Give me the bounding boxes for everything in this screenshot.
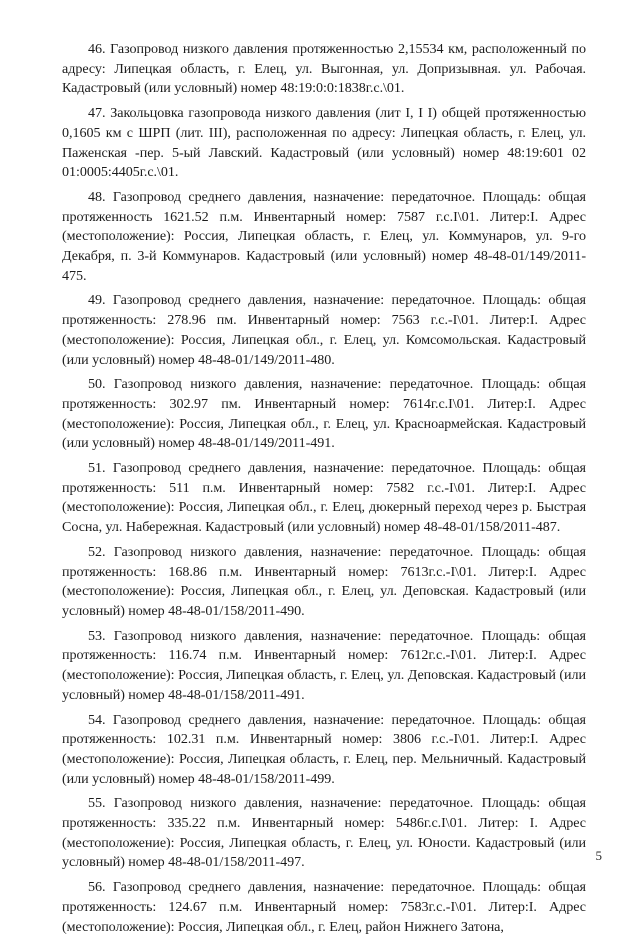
- page-number: 5: [595, 848, 602, 863]
- paragraph-item-46: 46. Газопровод низкого давления протяженностью 2,15534 км, расположенный по адресу: Липецкая область, г. Елец, ул. Выгонная, ул. Допризывная. ул. Рабочая. Кадастровый (или условный) номер 48:19:0:0:1838г.с.\01.: [62, 41, 586, 97]
- paragraph-item-48: 48. Газопровод среднего давления, назначение: передаточное. Площадь: общая протяженность 1621.52 п.м. Инвентарный номер: 7587 г.с.I\01. Литер:I. Адрес (местоположение): Россия, Липецкая область, г. Елец, ул. Коммунаров, ул. 9-го Декабря, п. 3-й Коммунаров. Кадастровый (или условный) номер 48-48-01/149/2011-475.: [62, 188, 586, 284]
- paragraph-item-53: 53. Газопровод низкого давления, назначение: передаточное. Площадь: общая протяженность: 116.74 п.м. Инвентарный номер: 7612г.с.-I\01. Литер:I. Адрес (местоположение): Россия, Липецкая область, г. Елец, ул. Деповская. Кадастровый (или условный) номер 48-48-01/158/2011-491.: [62, 627, 586, 703]
- paragraph-item-47: 47. Закольцовка газопровода низкого давления (лит I, I I) общей протяженностью 0,1605 км с ШРП (лит. III), расположенная по адресу: Липецкая область, г. Елец, ул. Паженская -пер. 5-ый Лавский. Кадастровый (или условный) номер 48:19:601 02 01:0005:4405г.с.\01.: [62, 105, 586, 181]
- paragraph-item-49: 49. Газопровод среднего давления, назначение: передаточное. Площадь: общая протяженность: 278.96 пм. Инвентарный номер: 7563 г.с.-I\01. Литер:I. Адрес (местоположение): Россия, Липецкая обл., г. Елец, ул. Комсомольская. Кадастровый (или условный) номер 48-48-01/149/2011-480.: [62, 292, 586, 368]
- document-page: [62, 40, 586, 942]
- paragraph-item-50: 50. Газопровод низкого давления, назначение: передаточное. Площадь: общая протяженность: 302.97 пм. Инвентарный номер: 7614г.с.I\01. Литер:I. Адрес (местоположение): Россия, Липецкая обл., г. Елец, ул. Красноармейская. Кадастровый (или условный) номер 48-48-01/149/2011-491.: [62, 376, 586, 452]
- paragraph-item-56: 56. Газопровод среднего давления, назначение: передаточное. Площадь: общая протяженность: 124.67 п.м. Инвентарный номер: 7583г.с.-I\01. Литер:I. Адрес (местоположение): Россия, Липецкая обл., г. Елец, район Нижнего Затона,: [62, 879, 586, 935]
- paragraph-item-51: 51. Газопровод среднего давления, назначение: передаточное. Площадь: общая протяженность: 511 п.м. Инвентарный номер: 7582 г.с.-I\01. Литер:I. Адрес (местоположение): Россия, Липецкая обл., г. Елец, дюкерный переход через р. Быстрая Сосна, ул. Набережная. Кадастровый (или условный) номер 48-48-01/158/2011-487.: [62, 460, 586, 536]
- paragraph-item-52: 52. Газопровод низкого давления, назначение: передаточное. Площадь: общая протяженность: 168.86 п.м. Инвентарный номер: 7613г.с.-I\01. Литер:I. Адрес (местоположение): Россия, Липецкая обл., г. Елец, ул. Деповская. Кадастровый (или условный) номер 48-48-01/158/2011-490.: [62, 543, 586, 619]
- paragraph-item-54: 54. Газопровод среднего давления, назначение: передаточное. Площадь: общая протяженность: 102.31 п.м. Инвентарный номер: 3806 г.с.-I\01. Литер:I. Адрес (местоположение): Россия, Липецкая область, г. Елец, пер. Мельничный. Кадастровый (или условный) номер 48-48-01/158/2011-499.: [62, 711, 586, 787]
- paragraph-item-55: 55. Газопровод низкого давления, назначение: передаточное. Площадь: общая протяженность: 335.22 п.м. Инвентарный номер: 5486г.с.I\01. Литер: I. Адрес (местоположение): Россия, Липецкая область, г. Елец, ул. Юности. Кадастровый (или условный) номер 48-48-01/158/2011-497.: [62, 795, 586, 871]
